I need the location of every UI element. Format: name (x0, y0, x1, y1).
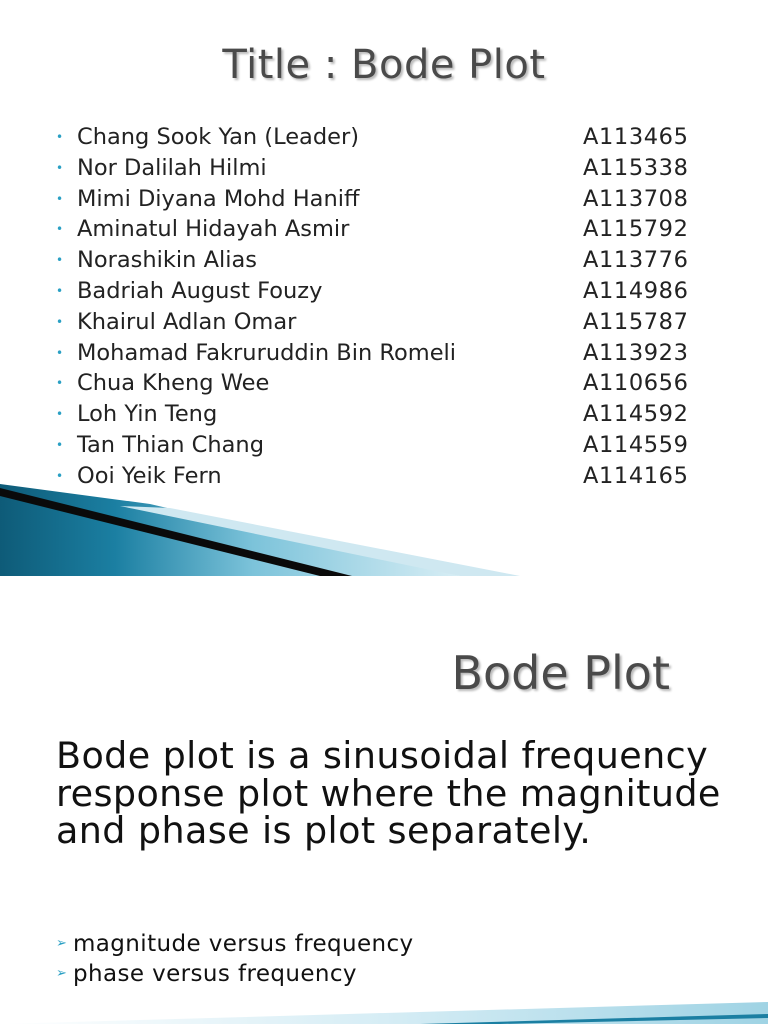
member-row (56, 276, 716, 307)
bullet-icon: • (56, 253, 64, 268)
member-id: A113923 (583, 339, 689, 366)
member-id: A115338 (583, 154, 689, 181)
slide-2-title: Bode Plot (451, 646, 670, 700)
slide-2-swoosh-decoration (0, 988, 768, 1024)
sub-item-text: magnitude versus frequency (73, 931, 414, 957)
member-row (56, 338, 716, 369)
bullet-icon: • (56, 283, 64, 298)
member-name: Chang Sook Yan (Leader) (77, 124, 359, 150)
member-id: A113708 (583, 185, 689, 212)
member-row (56, 399, 716, 430)
slide-bode-definition (0, 576, 768, 1024)
bullet-icon: • (56, 407, 64, 422)
member-name: Nor Dalilah Hilmi (77, 154, 267, 181)
member-id: A113776 (583, 247, 689, 274)
member-name: Khairul Adlan Omar (77, 308, 297, 335)
member-list (56, 122, 716, 492)
bullet-icon: • (56, 376, 64, 391)
bullet-icon: • (56, 437, 64, 452)
definition-text: Bode plot is a sinusoidal frequency response plot where the magnitude and phase is plot separately. (56, 734, 721, 852)
bullet-icon: • (56, 130, 64, 144)
member-id: A115792 (583, 216, 689, 243)
member-id: A114986 (583, 277, 689, 304)
arrow-bullet-icon: ➢ (56, 966, 68, 981)
member-name: Loh Yin Teng (77, 401, 218, 428)
slide-1-swoosh-decoration (0, 476, 768, 576)
member-id: A114592 (583, 401, 689, 428)
member-row (56, 122, 716, 153)
member-id: A115787 (583, 308, 689, 335)
slide-1-title: Title : Bode Plot (222, 42, 546, 88)
sub-item (56, 959, 414, 989)
member-id: A110656 (583, 370, 689, 397)
bullet-icon: • (56, 222, 64, 237)
member-row (56, 245, 716, 276)
member-name: Chua Kheng Wee (77, 370, 270, 397)
member-row (56, 368, 716, 399)
bullet-icon: • (56, 345, 64, 360)
sub-list (56, 929, 414, 989)
bullet-icon: • (56, 468, 64, 483)
member-name: Ooi Yeik Fern (77, 462, 222, 489)
member-name: Mimi Diyana Mohd Haniff (77, 185, 360, 212)
member-row (56, 214, 716, 245)
member-name: Tan Thian Chang (77, 431, 264, 458)
sub-item-text: phase versus frequency (73, 961, 357, 987)
member-row (56, 184, 716, 215)
member-row (56, 307, 716, 338)
member-row (56, 430, 716, 461)
bullet-icon: • (56, 160, 64, 175)
member-name: Mohamad Fakruruddin Bin Romeli (77, 339, 457, 366)
arrow-bullet-icon: ➢ (56, 936, 68, 951)
bullet-icon: • (56, 191, 64, 206)
member-id: A113465 (583, 124, 689, 150)
bullet-icon: • (56, 314, 64, 329)
member-id: A114559 (583, 431, 689, 458)
member-id: A114165 (583, 462, 689, 489)
member-row (56, 153, 716, 184)
member-name: Aminatul Hidayah Asmir (77, 216, 350, 243)
member-name: Badriah August Fouzy (77, 277, 323, 304)
sub-item (56, 929, 414, 959)
member-name: Norashikin Alias (77, 247, 257, 274)
